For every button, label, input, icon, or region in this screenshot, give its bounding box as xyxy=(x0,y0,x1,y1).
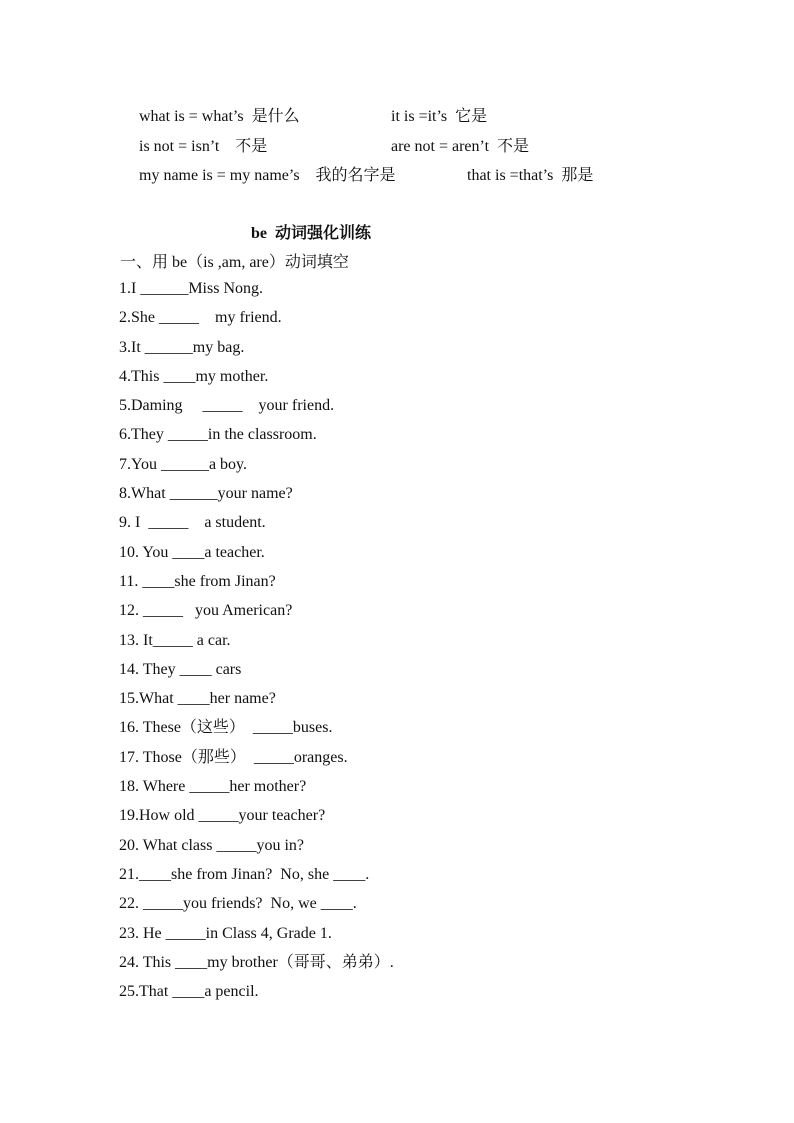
abbreviation-that-is: that is =that’s 那是 xyxy=(467,167,594,184)
section-title: be 动词强化训练 xyxy=(251,225,372,242)
question-item: 25.That ____a pencil. xyxy=(119,983,259,1001)
abbreviation-my-name-is: my name is = my name’s 我的名字是 xyxy=(139,167,396,184)
question-item: 4.This ____my mother. xyxy=(119,367,269,385)
question-item: 3.It ______my bag. xyxy=(119,338,245,356)
question-item: 22. _____you friends? No, we ____. xyxy=(119,895,357,913)
question-item: 13. It_____ a car. xyxy=(119,631,231,649)
question-item: 10. You ____a teacher. xyxy=(119,543,265,561)
question-item: 16. These（这些） _____buses. xyxy=(119,719,333,737)
question-item: 20. What class _____you in? xyxy=(119,836,305,854)
question-item: 7.You ______a boy. xyxy=(119,455,248,473)
question-list xyxy=(119,278,759,1010)
question-item: 21.____she from Jinan? No, she ____. xyxy=(119,865,370,883)
abbreviation-what-is: what is = what’s 是什么 xyxy=(139,108,300,125)
question-item: 12. _____ you American? xyxy=(119,602,293,620)
question-item: 17. Those（那些） _____oranges. xyxy=(119,748,348,766)
abbreviation-is-not: is not = isn’t 不是 xyxy=(139,138,268,155)
question-item: 5.Daming _____ your friend. xyxy=(119,397,335,415)
question-item: 1.I ______Miss Nong. xyxy=(119,280,264,297)
exercise-instruction: 一、用 be（is ,am, are）动词填空 xyxy=(120,254,349,271)
question-item: 14. They ____ cars xyxy=(119,660,242,678)
abbreviation-are-not: are not = aren’t 不是 xyxy=(391,138,530,155)
question-item: 15.What ____her name? xyxy=(119,690,276,708)
question-item: 9. I _____ a student. xyxy=(119,514,266,532)
question-item: 18. Where _____her mother? xyxy=(119,778,307,796)
question-item: 8.What ______your name? xyxy=(119,485,293,503)
abbreviation-it-is: it is =it’s 它是 xyxy=(391,108,488,125)
question-item: 11. ____she from Jinan? xyxy=(119,572,276,590)
question-item: 23. He _____in Class 4, Grade 1. xyxy=(119,924,332,942)
question-item: 2.She _____ my friend. xyxy=(119,309,282,327)
question-item: 19.How old _____your teacher? xyxy=(119,807,326,825)
question-item: 6.They _____in the classroom. xyxy=(119,426,317,444)
question-item: 24. This ____my brother（哥哥、弟弟）. xyxy=(119,953,394,971)
